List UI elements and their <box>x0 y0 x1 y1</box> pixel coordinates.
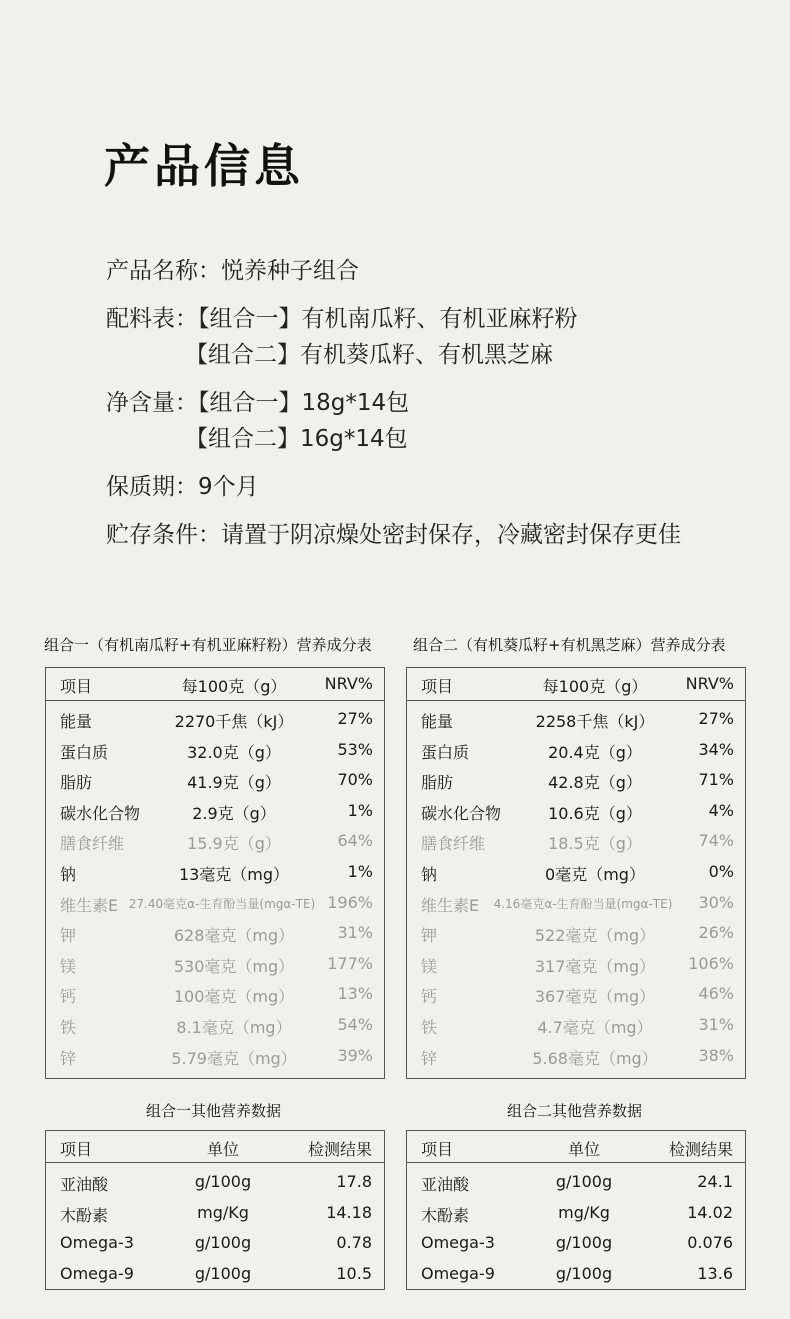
table-row <box>46 1040 384 1071</box>
table-header <box>407 668 745 701</box>
nutrient-value: 317毫克（mg） <box>534 956 656 976</box>
nutrient-name: 脂肪 <box>421 773 454 793</box>
nutrient-nrv: 54% <box>337 1015 373 1034</box>
nutrient-value: 2270千焦（kJ） <box>174 712 294 731</box>
nutrient-value: 8.1毫克（mg） <box>176 1018 292 1037</box>
table-row <box>407 948 745 979</box>
item-result: 24.1 <box>697 1172 733 1191</box>
nutrient-nrv: 64% <box>337 831 373 851</box>
nutrient-nrv: 53% <box>337 739 373 759</box>
nutrient-nrv: 74% <box>698 831 734 851</box>
item-result: 14.02 <box>687 1202 733 1222</box>
table-header <box>46 668 384 701</box>
nutrient-nrv: 196% <box>327 892 373 912</box>
header-item: 项目 <box>60 1140 93 1159</box>
table-row <box>407 1040 745 1071</box>
nutrient-name: 铁 <box>421 1018 438 1037</box>
item-name: Omega-9 <box>60 1263 134 1283</box>
item-name: 亚油酸 <box>60 1175 109 1194</box>
item-result: 17.8 <box>336 1172 372 1191</box>
nutrient-value: 20.4克（g） <box>548 742 642 762</box>
table-row <box>407 978 745 1009</box>
header-per-100g: 每100克（g） <box>181 677 287 696</box>
nutrient-nrv: 46% <box>698 984 734 1004</box>
nutrition-table-1-title: 组合一（有机南瓜籽+有机亚麻籽粉）营养成分表 <box>44 636 372 654</box>
item-name: 木酚素 <box>421 1205 470 1225</box>
table-row <box>407 917 745 948</box>
table-row <box>46 795 384 826</box>
nutrient-value: 15.9克（g） <box>187 834 281 854</box>
header-result: 检测结果 <box>668 1140 733 1159</box>
item-result: 0.076 <box>687 1233 733 1252</box>
nutrient-name: 铁 <box>60 1018 77 1037</box>
table-row <box>407 887 745 918</box>
nutrient-nrv: 27% <box>698 709 734 728</box>
nutrient-value: 5.68毫克（mg） <box>532 1048 658 1068</box>
nutrient-value: 4.7毫克（mg） <box>537 1018 653 1037</box>
nutrient-name: 镁 <box>421 956 438 976</box>
table-row <box>46 1258 384 1289</box>
nutrient-name: 蛋白质 <box>60 742 109 762</box>
nutrient-value: 4.16毫克α-生育酚当量(mgα-TE) <box>493 896 673 911</box>
table-row <box>46 856 384 887</box>
item-result: 13.6 <box>697 1263 733 1283</box>
header-per-100g: 每100克（g） <box>542 677 648 696</box>
table-row <box>407 856 745 887</box>
header-nrv: NRV% <box>685 674 734 693</box>
header-unit: 单位 <box>567 1140 601 1159</box>
nutrient-value: 2.9克（g） <box>192 803 276 823</box>
nutrient-value: 41.9克（g） <box>187 773 281 793</box>
header-result: 检测结果 <box>307 1140 372 1159</box>
nutrient-value: 367毫克（mg） <box>534 987 656 1007</box>
ingredients-line-1: 配料表：【组合一】有机南瓜籽、有机亚麻籽粉 <box>106 306 578 332</box>
header-unit: 单位 <box>206 1140 240 1159</box>
table-row <box>407 795 745 826</box>
item-name: Omega-3 <box>60 1233 134 1252</box>
product-name: 产品名称：悦养种子组合 <box>106 258 359 284</box>
nutrient-name: 钠 <box>421 865 438 884</box>
nutrient-nrv: 26% <box>698 923 734 943</box>
table-row <box>46 948 384 979</box>
header-item: 项目 <box>60 677 93 696</box>
table-row <box>407 764 745 795</box>
other-table-2-title: 组合二其他营养数据 <box>507 1102 643 1120</box>
table-row <box>46 917 384 948</box>
nutrition-table-1 <box>45 667 385 1079</box>
item-result: 14.18 <box>326 1202 372 1222</box>
nutrient-value: 42.8克（g） <box>548 773 642 793</box>
storage-conditions: 贮存条件：请置于阴凉燥处密封保存，冷藏密封保存更佳 <box>106 522 681 548</box>
nutrient-value: 5.79毫克（mg） <box>171 1048 297 1068</box>
nutrient-name: 碳水化合物 <box>421 803 502 823</box>
nutrient-name: 钙 <box>60 987 77 1007</box>
nutrient-value: 18.5克（g） <box>548 834 642 854</box>
item-unit: g/100g <box>194 1233 252 1252</box>
table-row <box>46 734 384 765</box>
net-content-line-1: 净含量：【组合一】18g*14包 <box>106 390 410 416</box>
nutrient-nrv: 27% <box>337 709 373 728</box>
table-row <box>46 825 384 856</box>
item-unit: mg/Kg <box>197 1202 249 1222</box>
nutrient-nrv: 38% <box>698 1045 734 1065</box>
nutrient-value: 27.40毫克α-生育酚当量(mgα-TE) <box>128 896 316 911</box>
table-row <box>407 1258 745 1289</box>
nutrient-name: 膳食纤维 <box>421 834 486 854</box>
item-unit: mg/Kg <box>558 1202 610 1222</box>
other-table-1-title: 组合一其他营养数据 <box>146 1102 282 1120</box>
table-row <box>46 887 384 918</box>
item-unit: g/100g <box>194 1263 252 1283</box>
nutrient-value: 32.0克（g） <box>187 742 281 762</box>
item-name: 亚油酸 <box>421 1175 470 1194</box>
header-item: 项目 <box>421 677 454 696</box>
net-content-line-2: 【组合二】16g*14包 <box>185 426 408 452</box>
table-row <box>46 978 384 1009</box>
nutrient-value: 628毫克（mg） <box>173 926 295 946</box>
other-table-2 <box>406 1130 746 1290</box>
table-row <box>407 1197 745 1228</box>
page-title: 产品信息 <box>104 139 304 193</box>
item-unit: g/100g <box>194 1172 252 1191</box>
table-row <box>46 1166 384 1197</box>
nutrient-name: 镁 <box>60 956 77 976</box>
nutrient-name: 维生素E <box>60 895 119 915</box>
nutrient-name: 钙 <box>421 987 438 1007</box>
nutrient-name: 锌 <box>60 1048 77 1068</box>
nutrient-nrv: 71% <box>698 770 734 790</box>
nutrient-name: 维生素E <box>421 895 480 915</box>
nutrient-nrv: 70% <box>337 770 373 790</box>
item-unit: g/100g <box>555 1233 613 1252</box>
nutrient-value: 100毫克（mg） <box>173 987 295 1007</box>
nutrient-value: 10.6克（g） <box>548 803 642 823</box>
table-row <box>46 1227 384 1258</box>
item-name: Omega-9 <box>421 1263 495 1283</box>
nutrient-name: 膳食纤维 <box>60 834 125 854</box>
ingredients-line-2: 【组合二】有机葵瓜籽、有机黑芝麻 <box>185 342 553 368</box>
nutrient-nrv: 31% <box>337 923 373 943</box>
nutrient-name: 脂肪 <box>60 773 93 793</box>
nutrition-table-2-title: 组合二（有机葵瓜籽+有机黑芝麻）营养成分表 <box>413 636 726 654</box>
table-row <box>407 1166 745 1197</box>
item-result: 10.5 <box>336 1263 372 1283</box>
nutrient-value: 530毫克（mg） <box>173 956 295 976</box>
header-nrv: NRV% <box>324 674 373 693</box>
nutrient-name: 钠 <box>60 865 77 884</box>
nutrient-name: 钾 <box>60 926 77 946</box>
item-unit: g/100g <box>555 1172 613 1191</box>
nutrient-nrv: 0% <box>708 862 734 881</box>
item-name: Omega-3 <box>421 1233 495 1252</box>
nutrient-nrv: 39% <box>337 1045 373 1065</box>
item-name: 木酚素 <box>60 1205 109 1225</box>
nutrient-name: 碳水化合物 <box>60 803 141 823</box>
nutrient-value: 13毫克（mg） <box>178 865 290 884</box>
nutrient-nrv: 4% <box>708 800 734 820</box>
shelf-life: 保质期：9个月 <box>106 474 259 500</box>
table-row <box>46 703 384 734</box>
table-row <box>407 734 745 765</box>
header-item: 项目 <box>421 1140 454 1159</box>
other-table-1 <box>45 1130 385 1290</box>
nutrition-table-2 <box>406 667 746 1079</box>
nutrient-name: 钾 <box>421 926 438 946</box>
nutrient-name: 能量 <box>421 712 454 731</box>
table-row <box>46 764 384 795</box>
table-row <box>407 1009 745 1040</box>
nutrient-value: 2258千焦（kJ） <box>535 712 655 731</box>
nutrient-value: 0毫克（mg） <box>545 865 645 884</box>
nutrient-nrv: 30% <box>698 892 734 912</box>
table-row <box>407 1227 745 1258</box>
table-header <box>407 1131 745 1163</box>
nutrient-name: 锌 <box>421 1048 438 1068</box>
nutrient-nrv: 31% <box>698 1015 734 1034</box>
item-unit: g/100g <box>555 1263 613 1283</box>
nutrient-nrv: 1% <box>347 862 373 881</box>
table-row <box>46 1009 384 1040</box>
nutrient-value: 522毫克（mg） <box>534 926 656 946</box>
item-result: 0.78 <box>336 1233 372 1252</box>
table-header <box>46 1131 384 1163</box>
nutrient-nrv: 13% <box>337 984 373 1004</box>
nutrient-name: 能量 <box>60 712 93 731</box>
nutrient-nrv: 106% <box>688 953 734 973</box>
table-row <box>46 1197 384 1228</box>
nutrient-nrv: 34% <box>698 739 734 759</box>
table-row <box>407 703 745 734</box>
table-row <box>407 825 745 856</box>
nutrient-name: 蛋白质 <box>421 742 470 762</box>
nutrient-nrv: 177% <box>327 953 373 973</box>
nutrient-nrv: 1% <box>347 800 373 820</box>
